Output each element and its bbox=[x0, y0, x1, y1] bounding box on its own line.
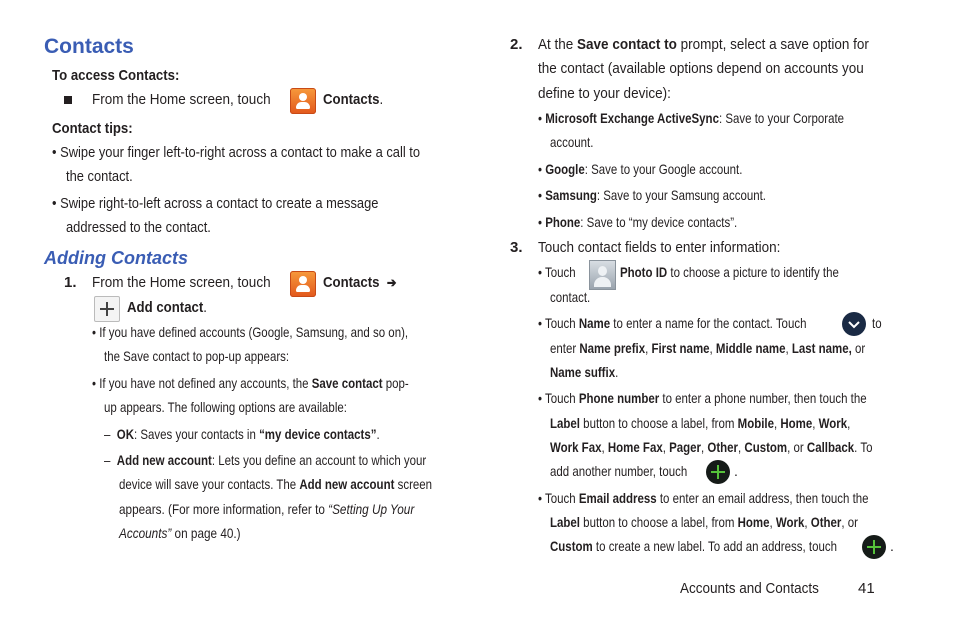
contacts-app-icon bbox=[290, 271, 316, 297]
option-add-account-line3: appears. (For more information, refer to “Setting Up Your bbox=[119, 501, 415, 517]
field-email-line3: Custom to create a new label. To add an address, touch bbox=[550, 538, 837, 554]
sub-bullet-2-line2: up appears. The following options are available: bbox=[104, 399, 347, 415]
step-1-number: 1. bbox=[64, 274, 77, 291]
step-1-text: From the Home screen, touch bbox=[92, 274, 271, 291]
step-2-line3: define to your device): bbox=[538, 85, 671, 102]
field-photo-pre: • Touch bbox=[538, 264, 576, 280]
field-name: • Touch Name to enter a name for the contact. Touch bbox=[538, 315, 807, 331]
photo-id-icon bbox=[589, 260, 616, 290]
option-exchange: • Microsoft Exchange ActiveSync: Save to your Corporate bbox=[538, 110, 845, 126]
option-phone: • Phone: Save to “my device contacts”. bbox=[538, 214, 738, 230]
field-name-line2: enter Name prefix, First name, Middle name, Last name, or bbox=[550, 340, 866, 356]
step-2-line2: the contact (available options depend on accounts you bbox=[538, 60, 864, 77]
sub-bullet-1-line2: the Save contact to pop-up appears: bbox=[104, 348, 290, 364]
field-phone-dot: . bbox=[734, 463, 738, 479]
field-phone-line2: Label button to choose a label, from Mobile, Home, Work, bbox=[550, 415, 851, 431]
tip-bullet-1: • Swipe your finger left-to-right across a contact to make a call to bbox=[52, 144, 421, 161]
field-phone-line3: Work Fax, Home Fax, Pager, Other, Custom, or Callback. To bbox=[550, 439, 873, 455]
add-field-icon bbox=[706, 460, 730, 484]
option-exchange-line2: account. bbox=[550, 134, 594, 150]
step-2-line1: At the Save contact to prompt, select a save option for bbox=[538, 36, 869, 53]
field-name-line3: Name suffix. bbox=[550, 364, 619, 380]
field-phone: • Touch Phone number to enter a phone number, then touch the bbox=[538, 390, 867, 406]
field-phone-line4: add another number, touch bbox=[550, 463, 688, 479]
field-photo-line2: contact. bbox=[550, 289, 591, 305]
option-ok: – OK: Saves your contacts in “my device contacts”. bbox=[104, 426, 380, 442]
bullet-square bbox=[64, 96, 72, 104]
tip-bullet-2: • Swipe right-to-left across a contact to create a message bbox=[52, 195, 379, 212]
page-heading: Contacts bbox=[44, 35, 134, 58]
access-title: To access Contacts: bbox=[52, 67, 180, 84]
option-google: • Google: Save to your Google account. bbox=[538, 161, 743, 177]
step-2-number: 2. bbox=[510, 36, 523, 53]
field-email-line2: Label button to choose a label, from Home, Work, Other, or bbox=[550, 514, 858, 530]
footer-section: Accounts and Contacts bbox=[680, 580, 819, 597]
step-1-contacts: Contacts ➔ bbox=[323, 274, 397, 291]
tips-title: Contact tips: bbox=[52, 120, 133, 137]
add-contact-icon bbox=[94, 296, 120, 322]
option-samsung: • Samsung: Save to your Samsung account. bbox=[538, 187, 766, 203]
option-add-account: – Add new account: Lets you define an account to which your bbox=[104, 452, 427, 468]
access-contacts-label: Contacts. bbox=[323, 91, 384, 108]
access-line: From the Home screen, touch bbox=[92, 91, 271, 108]
contacts-app-icon bbox=[290, 88, 316, 114]
adding-contacts-heading: Adding Contacts bbox=[44, 248, 188, 268]
sub-bullet-1: • If you have defined accounts (Google, Samsung, and so on), bbox=[92, 324, 409, 340]
tip-bullet-2-line2: addressed to the contact. bbox=[66, 219, 211, 236]
step-3-text: Touch contact fields to enter information: bbox=[538, 239, 781, 256]
page-number: 41 bbox=[858, 580, 875, 597]
field-email: • Touch Email address to enter an email address, then touch the bbox=[538, 490, 869, 506]
field-photo: Photo ID to choose a picture to identify the bbox=[620, 264, 839, 280]
tip-bullet-1-line2: the contact. bbox=[66, 168, 133, 185]
field-email-dot: . bbox=[890, 538, 894, 554]
add-field-icon bbox=[862, 535, 886, 559]
option-add-account-line2: device will save your contacts. The Add new account screen bbox=[119, 476, 433, 492]
field-name-to: to bbox=[872, 315, 882, 331]
option-add-account-line4: Accounts” on page 40.) bbox=[119, 525, 241, 541]
step-3-number: 3. bbox=[510, 239, 523, 256]
sub-bullet-2: • If you have not defined any accounts, the Save contact pop- bbox=[92, 375, 409, 391]
step-1-add-contact: Add contact. bbox=[127, 299, 207, 316]
expand-chevron-icon bbox=[842, 312, 866, 336]
